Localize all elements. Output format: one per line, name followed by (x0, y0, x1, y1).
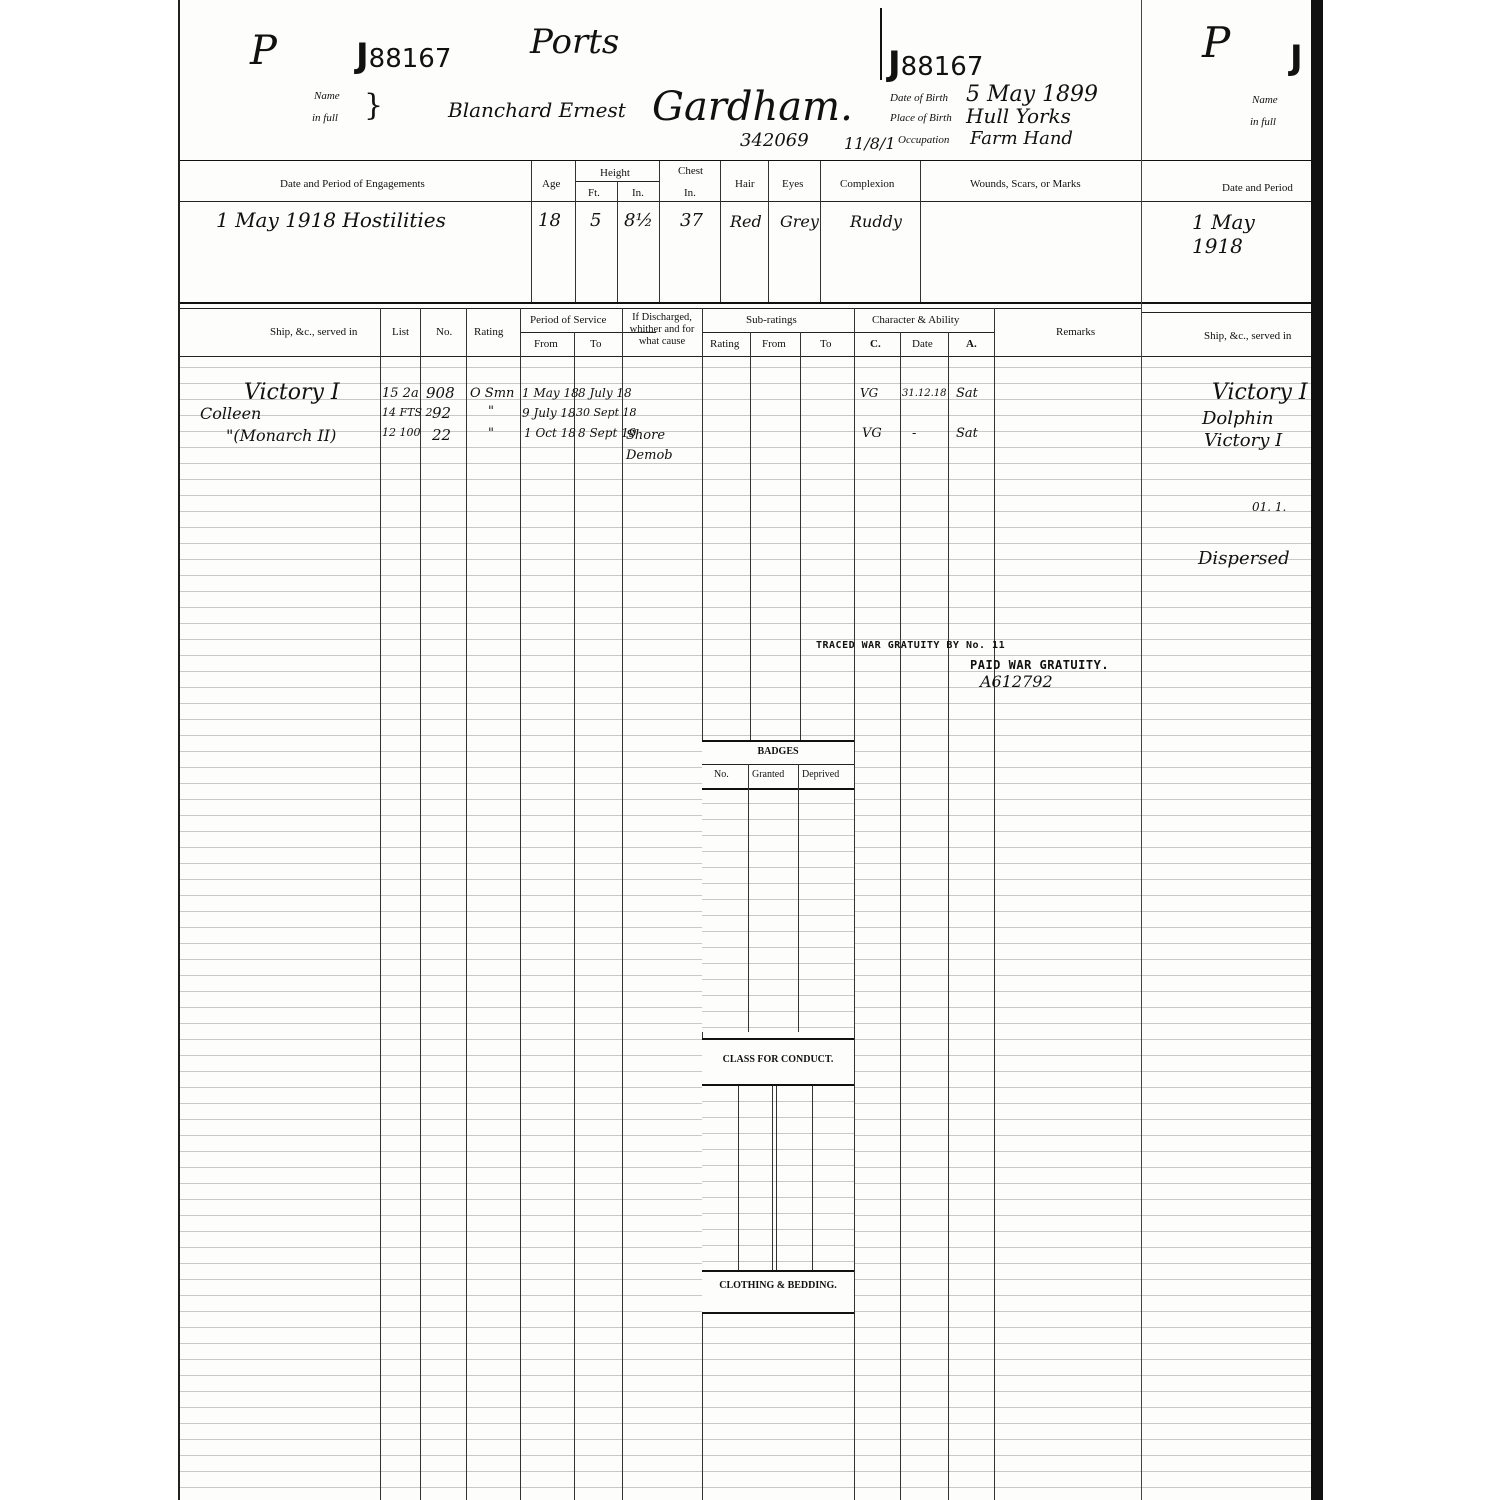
service-col-line (948, 332, 949, 1500)
list-cell: 15 2a (382, 386, 419, 401)
complexion-value: Ruddy (850, 212, 902, 231)
a-cell: Sat (956, 426, 978, 441)
a-cell: Sat (956, 386, 978, 401)
ship-header: Ship, &c., served in (270, 326, 358, 338)
no-cell: 92 (432, 404, 452, 422)
c-header: C. (870, 338, 881, 350)
service-col-line (900, 332, 901, 1500)
no-cell: 22 (432, 426, 452, 444)
rating-cell: O Smn (470, 386, 515, 401)
service-header-bottom (180, 356, 1142, 357)
list-cell: 14 FTS 2 (382, 406, 433, 419)
number-prefix: J (356, 36, 369, 76)
surname: Gardham. (652, 84, 853, 130)
date-cell: - (912, 426, 917, 441)
sub-from-header: From (762, 338, 786, 350)
number-digits: 88167 (368, 44, 452, 74)
no-cell: 908 (426, 384, 455, 402)
service-col-line (420, 308, 421, 1500)
chest-value: 37 (680, 210, 703, 231)
number-prefix-repeat: J (888, 44, 901, 84)
from-header: From (534, 338, 558, 350)
right-service-header-top (1142, 312, 1312, 313)
service-col-line (622, 308, 623, 1500)
right-service-header-bottom (1142, 356, 1312, 357)
to-cell: 30 Sept 18 (576, 406, 637, 419)
ship-cell: Colleen (200, 404, 262, 423)
paid-gratuity-stamp: PAID WAR GRATUITY. (970, 658, 1110, 672)
c-cell: VG (862, 426, 882, 441)
subratings-subline (702, 332, 854, 333)
right-note: 01. 1. (1252, 500, 1287, 514)
desc-col-line (531, 161, 532, 302)
badges-header-bottom (702, 788, 854, 790)
list-cell: 12 100 (382, 426, 421, 439)
chest-in-header: In. (684, 187, 696, 199)
list-header: List (392, 326, 410, 338)
no-header: No. (436, 326, 453, 338)
date-cell: 31.12.18 (902, 388, 947, 399)
age-header: Age (542, 178, 561, 190)
extra-date: 11/8/1 (844, 134, 896, 153)
badges-title: BADGES (757, 746, 799, 757)
service-rows (180, 380, 1142, 470)
badges-subline (702, 764, 854, 765)
paid-gratuity-number: A612792 (980, 672, 1053, 691)
dob-value: 5 May 1899 (966, 82, 1099, 107)
occupation-value: Farm Hand (970, 128, 1073, 149)
desc-col-line (820, 161, 821, 302)
age-value: 18 (538, 210, 561, 231)
badges-deprived-header: Deprived (802, 769, 840, 780)
desc-col-line (768, 161, 769, 302)
name-brace: } (364, 88, 384, 123)
port-mark: P (250, 28, 277, 74)
right-engagement: 1 May 1918 (1192, 210, 1255, 258)
table-row (180, 426, 1142, 463)
rating-header: Rating (474, 326, 504, 338)
badges-no-header: No. (714, 769, 729, 780)
subratings-header: Sub-ratings (746, 314, 797, 326)
to-header: To (590, 338, 602, 350)
port-name: Ports (530, 22, 620, 62)
wounds-header: Wounds, Scars, or Marks (970, 178, 1081, 190)
badges-col-line (798, 764, 799, 1032)
extra-number: 342069 (740, 130, 809, 151)
from-cell: 1 May 18 (522, 386, 579, 400)
conduct-col-line (812, 1086, 813, 1270)
traced-gratuity-stamp: TRACED WAR GRATUITY BY No. 11 (816, 640, 1006, 651)
right-in-full-label: in full (1250, 116, 1276, 128)
hair-header: Hair (735, 178, 755, 190)
discharged-header: If Discharged, whither and for what cause (629, 312, 695, 347)
conduct-box (702, 1038, 854, 1270)
desc-col-line (659, 161, 660, 302)
eyes-value: Grey (780, 212, 819, 231)
right-port-mark: P (1202, 18, 1231, 67)
name-label: Name (314, 90, 340, 102)
rating-cell: " (488, 404, 494, 419)
conduct-col-line (776, 1086, 777, 1270)
adjacent-record-page (1141, 0, 1312, 1500)
c-cell: VG (860, 386, 879, 400)
service-col-line (854, 308, 855, 1500)
clothing-top (702, 1270, 854, 1272)
right-ship: Victory I (1212, 380, 1308, 405)
character-subline (854, 332, 994, 333)
right-ship: Dolphin (1202, 408, 1274, 429)
in-header: In. (632, 187, 644, 199)
date-header: Date (912, 338, 933, 350)
right-name-label: Name (1252, 94, 1278, 106)
complexion-header: Complexion (840, 178, 895, 190)
badges-col-line (748, 764, 749, 1032)
service-col-line (994, 308, 995, 1500)
official-number (356, 36, 451, 76)
right-disposal: Dispersed (1198, 548, 1290, 569)
desc-col-line (920, 161, 921, 302)
desc-col-line (720, 161, 721, 302)
table-row (180, 380, 1142, 404)
clothing-title: CLOTHING & BEDDING. (719, 1280, 837, 1291)
to-cell: 8 July 18 (578, 386, 632, 400)
from-cell: 9 July 18 (522, 406, 576, 420)
right-engagement-header: Date and Period (1222, 182, 1293, 194)
clothing-bottom (702, 1312, 854, 1314)
conduct-col-line (772, 1086, 773, 1270)
dob-label: Date of Birth (890, 92, 949, 104)
right-ship-header: Ship, &c., served in (1204, 330, 1292, 342)
ft-value: 5 (590, 210, 602, 231)
clothing-box (702, 1270, 854, 1314)
engagement-value: 1 May 1918 Hostilities (216, 208, 446, 232)
a-header: A. (966, 338, 977, 350)
remarks-header: Remarks (1056, 326, 1096, 338)
height-header: Height (600, 167, 630, 179)
number-digits-repeat: 88167 (900, 52, 984, 82)
header-divider (880, 8, 882, 80)
page-edge (1311, 0, 1323, 1500)
service-col-line (380, 308, 381, 1500)
rating-cell: " (488, 426, 494, 441)
pob-label: Place of Birth (890, 112, 952, 124)
sub-rating-header: Rating (710, 338, 740, 350)
sub-to-header: To (820, 338, 832, 350)
badges-box (702, 740, 854, 1032)
period-header: Period of Service (530, 314, 607, 326)
character-header: Character & Ability (872, 314, 960, 326)
ship-cell: Victory I (244, 380, 340, 405)
service-col-line (466, 308, 467, 1500)
discharged-cell: Shore Demob (626, 428, 673, 463)
in-value: 8½ (624, 210, 653, 231)
pob-value: Hull Yorks (966, 104, 1071, 128)
from-cell: 1 Oct 18 (524, 426, 576, 440)
badges-granted-header: Granted (752, 769, 785, 780)
ship-cell: "(Monarch II) (226, 426, 337, 445)
service-record-page (178, 0, 1143, 1500)
forenames: Blanchard Ernest (448, 98, 626, 122)
hair-value: Red (730, 212, 762, 231)
conduct-title: CLASS FOR CONDUCT. (722, 1054, 834, 1065)
service-col-line (574, 332, 575, 1500)
service-col-line (520, 308, 521, 1500)
official-number-repeat (888, 44, 983, 84)
occupation-label: Occupation (898, 134, 950, 146)
engagements-header: Date and Period of Engagements (280, 178, 425, 190)
conduct-col-line (738, 1086, 739, 1270)
in-full-label: in full (312, 112, 338, 124)
desc-col-line (617, 181, 618, 302)
chest-header: Chest (678, 165, 704, 177)
right-header-bottom (1142, 201, 1312, 202)
right-ship: Victory I (1204, 430, 1283, 451)
desc-col-line (575, 161, 576, 302)
conduct-header-bottom (702, 1084, 854, 1086)
table-row (180, 404, 1142, 428)
right-number-prefix: J (1290, 38, 1303, 78)
service-header-top (180, 308, 1142, 309)
to-cell: 8 Sept 19 (578, 426, 637, 440)
ft-header: Ft. (588, 187, 600, 199)
eyes-header: Eyes (782, 178, 804, 190)
